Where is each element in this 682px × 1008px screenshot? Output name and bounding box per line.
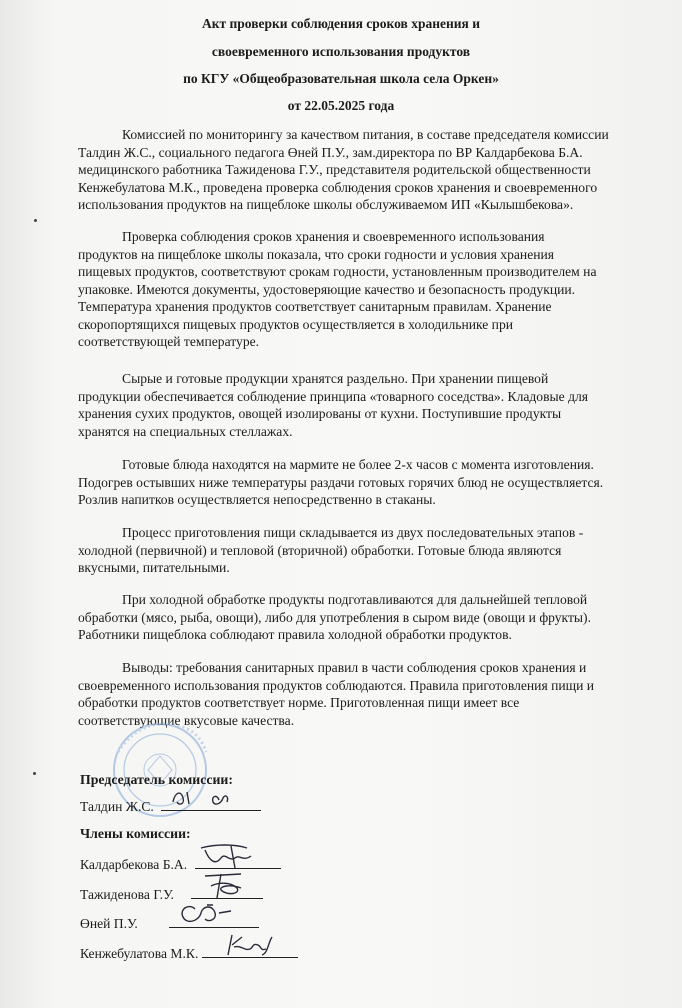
members-heading: Члены комиссии: bbox=[80, 826, 191, 841]
paragraph-4 bbox=[78, 456, 638, 509]
text-line: Талдин Ж.С., социального педагога Өней П.У., зам.директора по ВР Калдарбекова Б.А. bbox=[78, 144, 583, 160]
text-line: своевременного использования продуктов соблюдаются. Правила приготовления пищи и bbox=[78, 677, 595, 693]
member-signature bbox=[169, 899, 259, 929]
date-line: от 22.05.2025 года bbox=[287, 98, 395, 113]
text-line: Комиссией по мониторингу за качеством питания, в составе председателя комиссии bbox=[122, 127, 609, 142]
member-name: Калдарбекова Б.А. bbox=[80, 857, 188, 872]
paragraph-2 bbox=[78, 228, 638, 351]
text-line: Розлив напитков осуществляется непосредственно в стаканы. bbox=[78, 492, 436, 507]
title-line-1: Акт проверки соблюдения сроков хранения и bbox=[201, 16, 480, 31]
member-signature-row bbox=[80, 943, 298, 962]
scan-speck bbox=[33, 772, 36, 775]
text-line: холодной (первичной) и тепловой (вторичной) обработки. Готовые блюда являются bbox=[78, 542, 562, 558]
text-line: Температура хранения продуктов соответствует санитарным правилам. Хранение bbox=[78, 299, 552, 314]
text-line: продуктов на пищеблоке школы показала, что сроки годности и условия хранения bbox=[78, 246, 555, 262]
text-line: обработки (мясо, рыба, овощи), либо для употребления в сыром виде (овощи и фрукты). bbox=[78, 609, 591, 625]
chair-signature bbox=[161, 782, 261, 812]
text-line: Подогрев остывших ниже температуры раздачи готовых горячих блюд не осуществляется. bbox=[78, 474, 604, 490]
chair-name: Талдин Ж.С. bbox=[80, 799, 154, 814]
chair-signature-row bbox=[80, 796, 261, 815]
text-line: Кенжебулатова М.К., проведена проверка соблюдения сроков хранения и своевременного bbox=[78, 179, 598, 195]
text-line: скоропортящихся пищевых продуктов осуществляется в холодильнике при bbox=[78, 316, 514, 332]
scan-speck bbox=[34, 219, 37, 222]
member-name: Өней П.У. bbox=[80, 916, 138, 931]
text-line: пищевых продуктов, соответствуют срокам годности, установленным производителем на bbox=[78, 264, 597, 279]
text-line: продукции обеспечивается соблюдение принципа «товарного соседства». Кладовые для bbox=[78, 388, 589, 404]
text-line: Процесс приготовления пищи складывается из двух последовательных этапов - bbox=[122, 525, 584, 540]
title-line-2: своевременного использования продуктов bbox=[211, 44, 471, 59]
signature-line bbox=[191, 884, 263, 899]
signature-line bbox=[161, 796, 261, 811]
paragraph-1 bbox=[78, 126, 638, 214]
member-name: Тажиденова Г.У. bbox=[80, 887, 174, 902]
member-signature bbox=[195, 840, 281, 870]
member-name: Кенжебулатова М.К. bbox=[80, 946, 199, 961]
signature-line bbox=[202, 943, 298, 958]
text-line: вкусными, питательными. bbox=[78, 560, 230, 575]
paragraph-5 bbox=[78, 524, 638, 577]
text-line: обработки продуктов соответствует норме. Приготовленная пищи имеет все bbox=[78, 695, 520, 710]
text-line: упаковке. Имеются документы, удостоверяющие качество и безопасность продукции. bbox=[78, 281, 576, 297]
text-line: хранятся на специальных стеллажах. bbox=[78, 423, 293, 439]
signature-line bbox=[195, 854, 281, 869]
text-line: Выводы: требования санитарных правил в части соблюдения сроков хранения и bbox=[122, 660, 587, 675]
paragraph-6 bbox=[78, 591, 638, 644]
text-line: Работники пищеблока соблюдают правила холодной обработки продуктов. bbox=[78, 627, 512, 642]
title-line-3: по КГУ «Общеобразовательная школа села Оркен» bbox=[183, 71, 499, 86]
text-line: Проверка соблюдения сроков хранения и своевременного использования bbox=[122, 229, 545, 244]
text-line: медицинского работника Тажиденова Г.У., представителя родительской общественности bbox=[78, 162, 591, 177]
text-line: Сырые и готовые продукции хранятся раздельно. При хранении пищевой bbox=[122, 371, 549, 386]
text-line: соответствующие вкусовые качества. bbox=[78, 712, 295, 728]
signature-line bbox=[169, 913, 259, 928]
text-line: хранения сухих продуктов, овощей изолированы от кухни. Поступившие продукты bbox=[78, 406, 562, 421]
text-line: Готовые блюда находятся на мармите не более 2-х часов с момента изготовления. bbox=[122, 457, 594, 472]
member-signature bbox=[202, 929, 298, 959]
chair-heading: Председатель комиссии: bbox=[80, 772, 233, 787]
paragraph-3 bbox=[78, 370, 638, 440]
text-line: При холодной обработке продукты подготавливаются для дальнейшей тепловой bbox=[122, 592, 588, 607]
text-line: соответствующей температуре. bbox=[78, 334, 260, 349]
member-signature bbox=[191, 870, 263, 900]
text-line: использования продуктов на пищеблоке школы обслуживаемом ИП «Кылышбекова». bbox=[78, 197, 574, 212]
